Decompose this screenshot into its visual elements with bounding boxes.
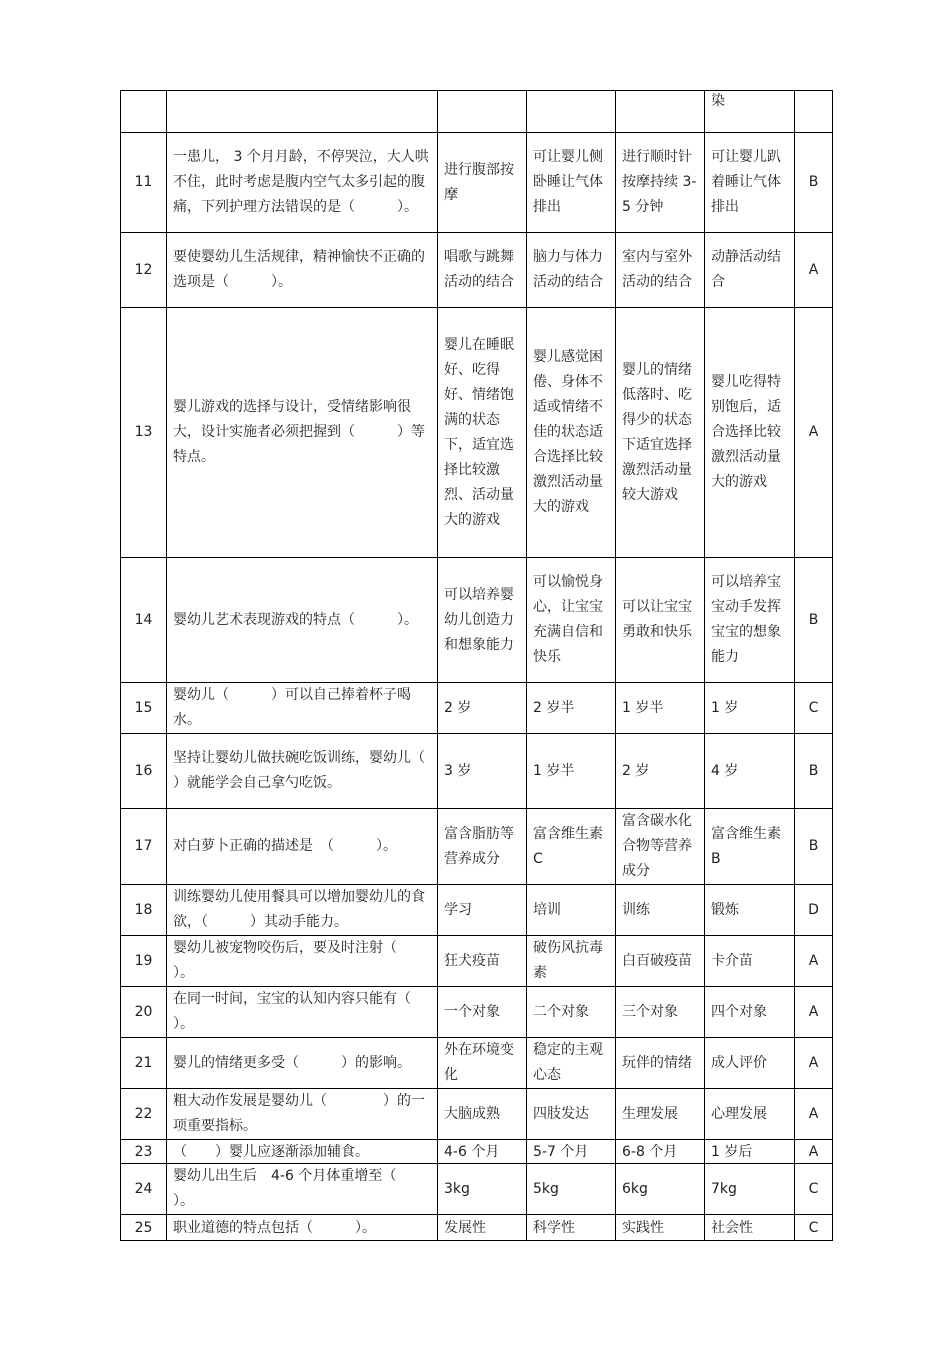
row-number: 24	[121, 1164, 167, 1215]
option-d: 社会性	[705, 1215, 795, 1241]
option-d: 7kg	[705, 1164, 795, 1215]
option-c: 室内与室外活动的结合	[616, 233, 705, 308]
table-row	[121, 809, 833, 885]
question-text: 粗大动作发展是婴幼儿（ ）的一项重要指标。	[167, 1089, 438, 1140]
option-b: 1 岁半	[527, 734, 616, 809]
option-a: 外在环境变化	[438, 1038, 527, 1089]
option-d: 可让婴儿趴着睡让气体排出	[705, 133, 795, 233]
answer-key: A	[795, 1089, 833, 1140]
option-b: 破伤风抗毒素	[527, 936, 616, 987]
answer-key: B	[795, 734, 833, 809]
table-row	[121, 683, 833, 734]
option-d: 心理发展	[705, 1089, 795, 1140]
option-a: 进行腹部按摩	[438, 133, 527, 233]
option-d: 可以培养宝宝动手发挥宝宝的想象能力	[705, 558, 795, 683]
question-text: 婴幼儿出生后 4-6 个月体重增至（ ）。	[167, 1164, 438, 1215]
option-c: 训练	[616, 885, 705, 936]
row-number: 15	[121, 683, 167, 734]
option-d: 1 岁后	[705, 1140, 795, 1164]
row-number: 18	[121, 885, 167, 936]
option-b: 可以愉悦身心，让宝宝充满自信和快乐	[527, 558, 616, 683]
table-row	[121, 1140, 833, 1164]
option-b: 5kg	[527, 1164, 616, 1215]
answer-key: A	[795, 1038, 833, 1089]
option-c: 2 岁	[616, 734, 705, 809]
option-d: 四个对象	[705, 987, 795, 1038]
option-c: 富含碳水化合物等营养成分	[616, 809, 705, 885]
table-row	[121, 308, 833, 558]
option-c: 进行顺时针按摩持续 3-5 分钟	[616, 133, 705, 233]
option-a: 大脑成熟	[438, 1089, 527, 1140]
option-d: 锻炼	[705, 885, 795, 936]
option-c: 实践性	[616, 1215, 705, 1241]
option-a: 学习	[438, 885, 527, 936]
answer-key: A	[795, 308, 833, 558]
table-row	[121, 734, 833, 809]
question-text: 婴幼儿被宠物咬伤后，要及时注射（ ）。	[167, 936, 438, 987]
option-b: 稳定的主观心态	[527, 1038, 616, 1089]
row-number: 13	[121, 308, 167, 558]
question-text: 一患儿， 3 个月月龄，不停哭泣，大人哄不住，此时考虑是腹内空气太多引起的腹痛，下列护理方法错误的是（ ）。	[167, 133, 438, 233]
answer-key: B	[795, 133, 833, 233]
row-number: 20	[121, 987, 167, 1038]
row-number: 19	[121, 936, 167, 987]
option-d: 4 岁	[705, 734, 795, 809]
option-b: 5-7 个月	[527, 1140, 616, 1164]
option-a: 富含脂肪等营养成分	[438, 809, 527, 885]
option-d: 成人评价	[705, 1038, 795, 1089]
option-b: 富含维生素 C	[527, 809, 616, 885]
option-b: 2 岁半	[527, 683, 616, 734]
row-number: 21	[121, 1038, 167, 1089]
option-b: 科学性	[527, 1215, 616, 1241]
option-a: 发展性	[438, 1215, 527, 1241]
answer-key: B	[795, 809, 833, 885]
question-text: 婴儿游戏的选择与设计，受情绪影响很大，设计实施者必须把握到（ ）等特点。	[167, 308, 438, 558]
question-table	[120, 90, 833, 1241]
option-c: 1 岁半	[616, 683, 705, 734]
answer-key: A	[795, 233, 833, 308]
option-c: 玩伴的情绪	[616, 1038, 705, 1089]
table-row-continued	[121, 91, 833, 133]
row-number	[121, 91, 167, 133]
question-text: 训练婴幼儿使用餐具可以增加婴幼儿的食欲，（ ）其动手能力。	[167, 885, 438, 936]
answer-key: C	[795, 1215, 833, 1241]
option-d: 1 岁	[705, 683, 795, 734]
option-a: 可以培养婴幼儿创造力和想象能力	[438, 558, 527, 683]
option-a	[438, 91, 527, 133]
option-c: 婴儿的情绪低落时、吃得少的状态下适宜选择激烈活动量较大游戏	[616, 308, 705, 558]
option-d: 婴儿吃得特别饱后，适合选择比较激烈活动量大的游戏	[705, 308, 795, 558]
table-row	[121, 1038, 833, 1089]
option-a: 一个对象	[438, 987, 527, 1038]
row-number: 16	[121, 734, 167, 809]
table-row	[121, 936, 833, 987]
row-number: 22	[121, 1089, 167, 1140]
option-b: 四肢发达	[527, 1089, 616, 1140]
row-number: 25	[121, 1215, 167, 1241]
question-text	[167, 91, 438, 133]
option-d: 富含维生素 B	[705, 809, 795, 885]
option-d: 染	[705, 91, 795, 133]
question-text: 婴幼儿艺术表现游戏的特点（ ）。	[167, 558, 438, 683]
answer-key: B	[795, 558, 833, 683]
row-number: 23	[121, 1140, 167, 1164]
option-c: 可以让宝宝勇敢和快乐	[616, 558, 705, 683]
table-row	[121, 1164, 833, 1215]
option-b: 可让婴儿侧卧睡让气体排出	[527, 133, 616, 233]
option-c: 白百破疫苗	[616, 936, 705, 987]
row-number: 14	[121, 558, 167, 683]
table-row	[121, 558, 833, 683]
row-number: 17	[121, 809, 167, 885]
option-d: 卡介苗	[705, 936, 795, 987]
question-text: 婴幼儿（ ）可以自己捧着杯子喝水。	[167, 683, 438, 734]
option-c: 生理发展	[616, 1089, 705, 1140]
question-text: 要使婴幼儿生活规律，精神愉快不正确的选项是（ ）。	[167, 233, 438, 308]
option-d: 动静活动结合	[705, 233, 795, 308]
option-b: 培训	[527, 885, 616, 936]
table-row	[121, 987, 833, 1038]
option-a: 3kg	[438, 1164, 527, 1215]
question-text: 对白萝卜正确的描述是 （ ）。	[167, 809, 438, 885]
row-number: 11	[121, 133, 167, 233]
option-a: 狂犬疫苗	[438, 936, 527, 987]
question-text: 在同一时间，宝宝的认知内容只能有（ ）。	[167, 987, 438, 1038]
option-c	[616, 91, 705, 133]
table-row	[121, 133, 833, 233]
option-b	[527, 91, 616, 133]
answer-key: A	[795, 1140, 833, 1164]
option-c: 三个对象	[616, 987, 705, 1038]
table-row	[121, 1089, 833, 1140]
option-b: 婴儿感觉困倦、身体不适或情绪不佳的状态适合选择比较激烈活动量大的游戏	[527, 308, 616, 558]
option-a: 2 岁	[438, 683, 527, 734]
row-number: 12	[121, 233, 167, 308]
option-b: 脑力与体力活动的结合	[527, 233, 616, 308]
answer-key: C	[795, 1164, 833, 1215]
table-row	[121, 885, 833, 936]
option-a: 婴儿在睡眠好、吃得好、情绪饱满的状态下，适宜选择比较激烈、活动量大的游戏	[438, 308, 527, 558]
answer-key: C	[795, 683, 833, 734]
answer-key: D	[795, 885, 833, 936]
option-a: 唱歌与跳舞活动的结合	[438, 233, 527, 308]
question-text: 职业道德的特点包括（ ）。	[167, 1215, 438, 1241]
option-b: 二个对象	[527, 987, 616, 1038]
option-c: 6kg	[616, 1164, 705, 1215]
table-row	[121, 233, 833, 308]
option-a: 4-6 个月	[438, 1140, 527, 1164]
answer-key	[795, 91, 833, 133]
answer-key: A	[795, 936, 833, 987]
option-c: 6-8 个月	[616, 1140, 705, 1164]
question-text: （ ）婴儿应逐渐添加辅食。	[167, 1140, 438, 1164]
question-text: 坚持让婴幼儿做扶碗吃饭训练，婴幼儿（ ）就能学会自己拿勺吃饭。	[167, 734, 438, 809]
answer-key: A	[795, 987, 833, 1038]
table-row	[121, 1215, 833, 1241]
option-a: 3 岁	[438, 734, 527, 809]
question-text: 婴儿的情绪更多受（ ）的影响。	[167, 1038, 438, 1089]
